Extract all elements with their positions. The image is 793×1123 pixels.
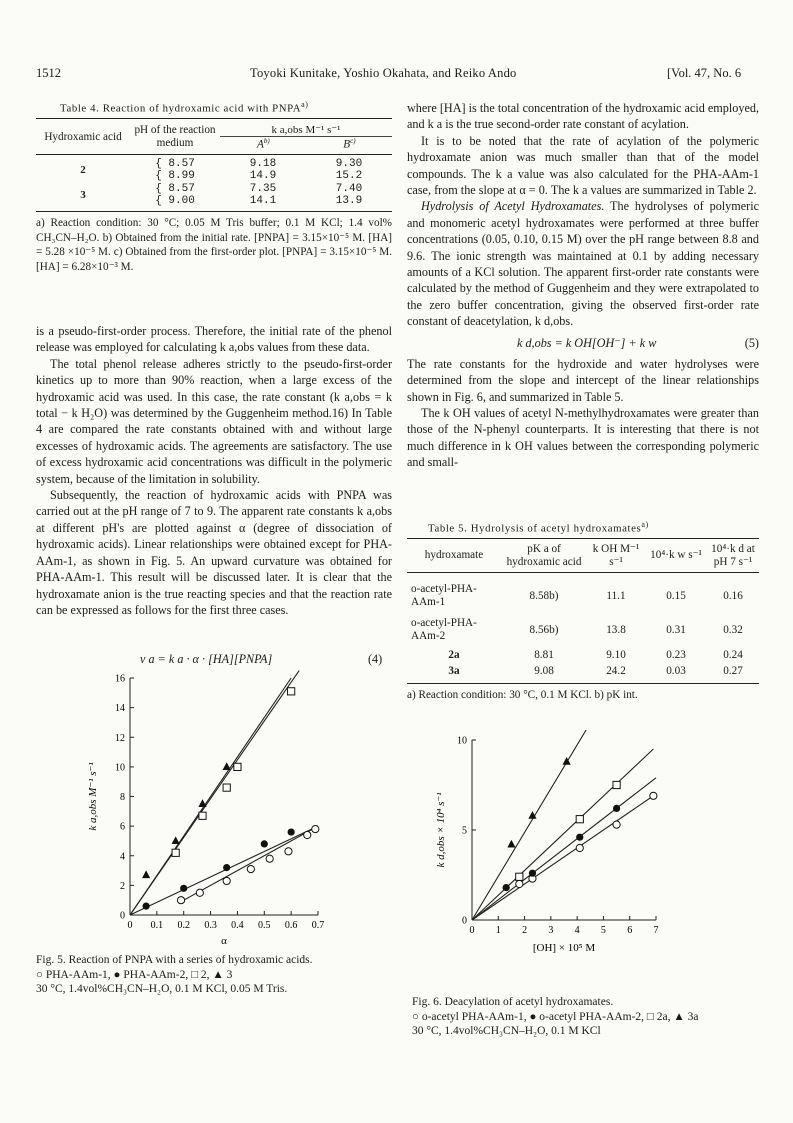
x-axis-label: [OH] × 10⁵ M — [532, 942, 596, 954]
equation-5: k d,obs = k OH[OH⁻] + k w (5) — [517, 335, 759, 350]
y-tick-label: 0 — [120, 910, 125, 922]
paragraph: where [HA] is the total concentration of the hydroxamic acid employed, and k a is the true second-order rate constant of acylation. — [407, 101, 759, 132]
left-column-text — [36, 323, 392, 618]
t4-h-B: $B^{c)}$ — [343, 137, 356, 151]
x-tick-label: 0.3 — [204, 920, 217, 931]
t4-h-ph: pH of the reaction medium — [134, 123, 216, 149]
figure-5-caption: Fig. 5. Reaction of PNPA with a series of hydroxamic acids. ○ PHA-AAm-1, ● PHA-AAm-2, □ 2, ▲ 3 30 °C, 1.4vol%CH₃CN–H₂O, 0.1 M KCl, 0.05 M Tris. — [36, 954, 313, 995]
table-row: 2 { 8.57 9.18 9.30 — [80, 157, 363, 176]
data-point — [576, 834, 583, 841]
data-point — [288, 688, 295, 695]
data-point — [503, 884, 510, 891]
fit-line — [130, 826, 318, 915]
paragraph: The k OH values of acetyl N-methylhydroxamates were greater than those of the N-phenyl counterparts. It is interesting that there is not much difference in k OH values between the corresponding polymeric and small- — [407, 405, 759, 470]
data-point — [199, 812, 206, 819]
paragraph: Subsequently, the reaction of hydroxamic acids with PNPA was carried out at the pH range of 7 to 9. The apparent rate constants k a,obs at different pH's are plotted against α (degree of dissociation of hydroxamic acids). Linear relationships were obtained except for PHA-AAm-1, as shown in Fig. 5. An upward curvature was obtained for PHA-AAm-1. This result will be discussed later. It is clear that the hydroxamate anion is the true reacting species and that the reaction rate can be expressed as follows for the first three cases. — [36, 488, 392, 617]
data-point — [266, 855, 273, 862]
data-point — [613, 781, 620, 788]
right-column-text — [407, 100, 759, 471]
data-point — [234, 763, 241, 770]
data-point — [576, 816, 583, 823]
data-point — [196, 889, 203, 896]
y-tick-label: 4 — [120, 851, 125, 863]
data-point — [261, 840, 268, 847]
x-tick-label: 5 — [600, 925, 606, 936]
y-axis-label: k d,obs × 10⁴ s⁻¹ — [435, 792, 447, 868]
table4 — [36, 118, 392, 275]
x-tick-label: 3 — [548, 925, 554, 936]
table-row: 3a 9.08 24.2 0.03 0.27 — [448, 664, 743, 677]
running-authors: Toyoki Kunitake, Yoshio Okahata, and Reiko Ando — [250, 66, 517, 80]
x-tick-label: 6 — [627, 925, 633, 936]
x-tick-label: 0.4 — [231, 920, 244, 931]
t4-h-acid: Hydroxamic acid — [44, 130, 122, 143]
x-tick-label: 0.5 — [258, 920, 271, 931]
paragraph: It is to be noted that the rate of acylation of the polymeric hydroxamate anion was much smaller than that of the model compounds. The k a value was also calculated for the PHA-AAm-1 case, from the slope at α = 0. The k a values are summarized in Table 2. — [407, 133, 759, 198]
x-tick-label: 7 — [653, 925, 659, 936]
data-point — [247, 865, 254, 872]
paragraph: The rate constants for the hydroxide and water hydrolyses were determined from the slope and intercept of the linear relationships shown in Fig. 6, and summarized in Table 5. — [407, 356, 759, 404]
data-point — [516, 873, 523, 880]
y-tick-label: 14 — [115, 703, 125, 715]
data-point — [507, 840, 515, 848]
figure-6-caption: Fig. 6. Deacylation of acetyl hydroxamates. ○ o-acetyl PHA-AAm-1, ● o-acetyl PHA-AAm-2, □ 2a, ▲ 3a 30 °C, 1.4vol%CH₃CN–H₂O, 0.1 M KCl — [412, 996, 699, 1037]
data-point — [529, 870, 536, 877]
equation-4-number: (4) — [368, 652, 383, 666]
paragraph: is a pseudo-first-order process. Therefore, the initial rate of the phenol release was employed for calculating k a,obs values from these data. — [36, 324, 392, 355]
table4-caption: Table 4. Reaction of hydroxamic acid with PNPA$^{a)}$ — [60, 100, 309, 115]
data-point — [223, 864, 230, 871]
fit-line — [472, 749, 653, 920]
table-row: { 9.00 14.1 13.9 — [155, 195, 363, 208]
x-axis-label: α — [221, 935, 227, 945]
data-point — [576, 844, 583, 851]
y-tick-label: 16 — [115, 673, 125, 685]
fit-line — [472, 730, 588, 920]
x-tick-label: 0.6 — [284, 920, 298, 931]
t5-h-pka: pK a of hydroxamic acid — [506, 543, 582, 568]
y-tick-label: 8 — [120, 792, 125, 803]
x-tick-label: 1 — [495, 925, 501, 936]
fit-line — [472, 778, 656, 920]
y-axis-label: k a,obs M⁻¹ s⁻¹ — [87, 762, 99, 831]
table5-footnote: a) Reaction condition: 30 °C, 0.1 M KCl. b) pK int. — [407, 689, 638, 701]
fit-line — [184, 826, 318, 900]
figure-5-chart — [80, 670, 340, 945]
y-tick-label: 6 — [120, 821, 125, 833]
x-tick-label: 4 — [574, 925, 580, 936]
y-tick-label: 5 — [462, 825, 467, 837]
data-point — [177, 897, 184, 904]
x-tick-label: 0 — [469, 925, 475, 936]
data-point — [650, 792, 657, 799]
y-tick-label: 10 — [115, 762, 125, 774]
data-point — [172, 849, 179, 856]
figure-6-chart — [430, 730, 680, 970]
y-tick-label: 10 — [457, 735, 467, 747]
t4-h-k: k a,obs M⁻¹ s⁻¹ — [220, 123, 392, 137]
table-row: o-acetyl-PHA-AAm-2 8.56b) 13.8 0.31 0.32 — [411, 617, 743, 642]
data-point — [613, 805, 620, 812]
table-row: 3 { 8.57 7.35 7.40 — [80, 182, 363, 201]
table5 — [407, 538, 759, 703]
x-tick-label: 0 — [127, 920, 133, 931]
data-point — [613, 821, 620, 828]
x-tick-label: 0.1 — [150, 920, 164, 931]
table-row: { 8.99 14.9 15.2 — [155, 170, 363, 183]
x-tick-label: 0.7 — [311, 920, 325, 931]
t5-h-koh: k OH M⁻¹ s⁻¹ — [592, 543, 640, 568]
journal-volume: [Vol. 47, No. 6 — [667, 66, 742, 80]
data-point — [223, 762, 231, 770]
data-point — [180, 885, 187, 892]
t4-h-A: $A^{b)}$ — [257, 137, 270, 151]
data-point — [172, 836, 180, 844]
equation-4: v a = k a · α · [HA][PNPA] — [140, 652, 273, 666]
fit-line — [472, 794, 656, 920]
data-point — [285, 848, 292, 855]
section-heading: Hydrolysis of Acetyl Hydroxamates. — [421, 199, 605, 214]
data-point — [223, 784, 230, 791]
data-point — [312, 825, 319, 832]
data-point — [142, 870, 150, 878]
table-row: o-acetyl-PHA-AAm-1 8.58b) 11.1 0.15 0.16 — [411, 583, 743, 608]
t5-h-kw: 10⁴·k w s⁻¹ — [650, 549, 702, 562]
page-number: 1512 — [36, 66, 61, 80]
table-row: 2a 8.81 9.10 0.23 0.24 — [448, 648, 743, 661]
data-point — [304, 831, 311, 838]
paragraph: The total phenol release adheres strictly to the pseudo-first-order kinetics up to more than 90% reaction, when a large excess of the hydroxamic acid was used. In this case, the rate constant (k a,obs = k total − k H₂O) was determined by the Guggenheim method.16) In Table 4 are compared the rate constants obtained with and without large excesses of hydroxamic acids. The agreements are satisfactory. The use of excess hydroxamic acid concentrations was difficult in the polymeric system, because of the limitation in solubility. — [36, 356, 392, 486]
table5-caption: Table 5. Hydrolysis of acetyl hydroxamates$^{a)}$ — [428, 520, 649, 535]
fit-line — [130, 678, 291, 915]
t5-h-hydroxamate: hydroxamate — [424, 549, 484, 562]
table4-footnote: a) Reaction condition: 30 °C; 0.05 M Tris buffer; 0.1 M KCl; 1.4 vol% CH₃CN–H₂O. b) Obtained from the initial rate. [PNPA] = 3.15×10⁻⁵ M. [HA] = 5.28 ×10⁻⁵ M. c) Obtained from the first-order plot. [PNPA] = 3.15×10⁻⁵ M. [HA] = 6.28×10⁻³ M. — [36, 216, 392, 274]
data-point — [516, 880, 523, 887]
x-tick-label: 0.2 — [177, 920, 190, 931]
data-point — [143, 903, 150, 910]
x-tick-label: 2 — [522, 925, 528, 936]
paragraph: Hydrolysis of Acetyl Hydroxamates. The hydrolyses of polymeric and monomeric acetyl hydroxamates were performed at three buffer concentrations (0.05, 0.10, 0.15 M) over the pH range between 8.8 and 9.6. The ionic strength was maintained at 0.1 by adding necessary amounts of a KCl solution. The apparent first-order rate constants were calculated by the method of Guggenheim and they were extrapolated to the zero buffer concentration, giving the observed first-order rate constant of deacetylation, k d,obs. — [407, 199, 760, 329]
data-point — [223, 877, 230, 884]
t5-h-kd: 10⁴·k d at pH 7 s⁻¹ — [711, 543, 755, 568]
y-tick-label: 0 — [462, 915, 467, 927]
y-tick-label: 12 — [115, 732, 125, 744]
y-tick-label: 2 — [120, 880, 125, 892]
data-point — [288, 828, 295, 835]
